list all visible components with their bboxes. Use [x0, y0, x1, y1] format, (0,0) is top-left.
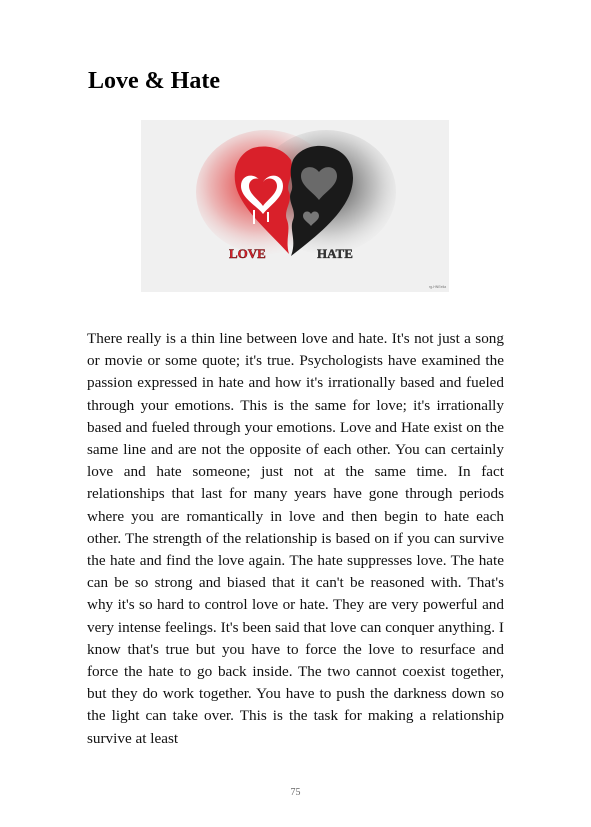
page-number: 75 [290, 787, 301, 798]
page-title: Love & Hate [88, 68, 220, 94]
image-signature: rg-HNEelia [429, 285, 447, 289]
hate-label: HATE [317, 246, 353, 261]
love-hate-heart-image [141, 120, 449, 292]
body-paragraph: There really is a thin line between love and hate. It's not just a song or movie or some quote; it's true. Psychologists have examined the passion expressed in hate and how it's irrationally based and fueled through your emotions. This is the same for love; it's irrationally based and fueled through your emotions. Love and Hate exist on the same line and are not the opposite of each other. You can certainly love and hate someone; just not at the same time. In fact relationships that last for many years have gone through periods where you are romantically in love and then begin to hate each other. The strength of the relationship is based on if you can survive the hate and find the love again. The hate suppresses love. The hate can be so strong and biased that it can't be reasoned with. That's why it's so hard to control love or hate. They are very powerful and very intense feelings. It's been said that love can conquer anything. I know that's true but you have to force the love to resurface and force the hate to go back inside. The two cannot coexist together, but they do work together. You have to push the darkness down so the light can take over. This is the task for making a relationship survive at least [87, 330, 504, 747]
love-label: LOVE [229, 246, 266, 261]
